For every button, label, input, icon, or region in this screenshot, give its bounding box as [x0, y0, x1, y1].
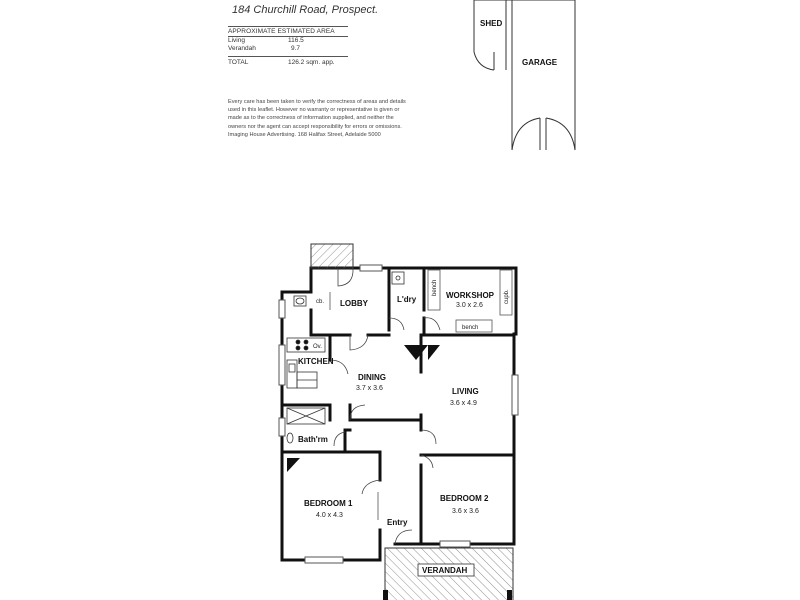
- area-row-label: Verandah: [228, 45, 256, 52]
- room-label-bedroom2: BEDROOM 2: [440, 494, 489, 503]
- room-label-lobby: LOBBY: [340, 299, 368, 308]
- garage-label: GARAGE: [522, 58, 558, 67]
- fireplace-bedroom1: [287, 458, 300, 472]
- disclaimer-line: Every care has been taken to verify the correctness of areas and details: [228, 99, 406, 105]
- shed-walls: [474, 0, 506, 70]
- area-row-value: 9.7: [291, 45, 301, 52]
- oven-label: Ov.: [313, 344, 322, 350]
- area-total-label: TOTAL: [228, 59, 249, 66]
- room-label-laundry: L'dry: [397, 295, 417, 304]
- room-size-bedroom2: 3.6 x 3.6: [452, 508, 479, 515]
- rear-step: [311, 244, 353, 268]
- area-row-label: Living: [228, 37, 245, 44]
- shed-label: SHED: [480, 19, 503, 28]
- fireplace-living: [428, 345, 440, 360]
- disclaimer-line: Imaging House Advertising. 168 Halifax Street, Adelaide 5000: [228, 131, 381, 138]
- disclaimer-line: used in this leaflet. However no warranty or representative is given or: [228, 107, 400, 114]
- room-label-bedroom1: BEDROOM 1: [304, 499, 353, 508]
- room-label-entry: Entry: [387, 518, 408, 527]
- room-label-dining: DINING: [358, 373, 386, 382]
- workshop-bench-bottom-label: bench: [462, 325, 479, 331]
- area-row-value: 116.5: [288, 37, 304, 44]
- disclaimer-line: owners nor the agent can accept responsibility for errors or omissions.: [228, 123, 402, 130]
- garage-walls: [506, 0, 575, 150]
- room-label-bathroom: Bath'rm: [298, 435, 328, 444]
- property-address: 184 Churchill Road, Prospect.: [232, 4, 379, 16]
- disclaimer-line: made as to the correctness of information supplied, and neither the: [228, 115, 394, 122]
- room-size-dining: 3.7 x 3.6: [356, 385, 383, 392]
- room-size-living: 3.6 x 4.9: [450, 400, 477, 407]
- workshop-cupb-label: cupb.: [504, 289, 510, 304]
- room-label-verandah: VERANDAH: [422, 566, 468, 575]
- room-label-living: LIVING: [452, 387, 479, 396]
- laundry-fixtures: [392, 272, 404, 284]
- area-total-value: 126.2 sqm. app.: [288, 59, 335, 66]
- room-size-bedroom1: 4.0 x 4.3: [316, 512, 343, 519]
- room-label-workshop: WORKSHOP: [446, 291, 494, 300]
- room-label-cupboard: cb.: [316, 299, 325, 305]
- toilet-fixture: [294, 296, 306, 306]
- room-label-kitchen: KITCHEN: [298, 357, 334, 366]
- area-table-title: APPROXIMATE ESTIMATED AREA: [228, 26, 348, 37]
- room-size-workshop: 3.0 x 2.6: [456, 302, 483, 309]
- workshop-bench-side-label: bench: [432, 279, 438, 296]
- fireplace-dining: [404, 345, 428, 360]
